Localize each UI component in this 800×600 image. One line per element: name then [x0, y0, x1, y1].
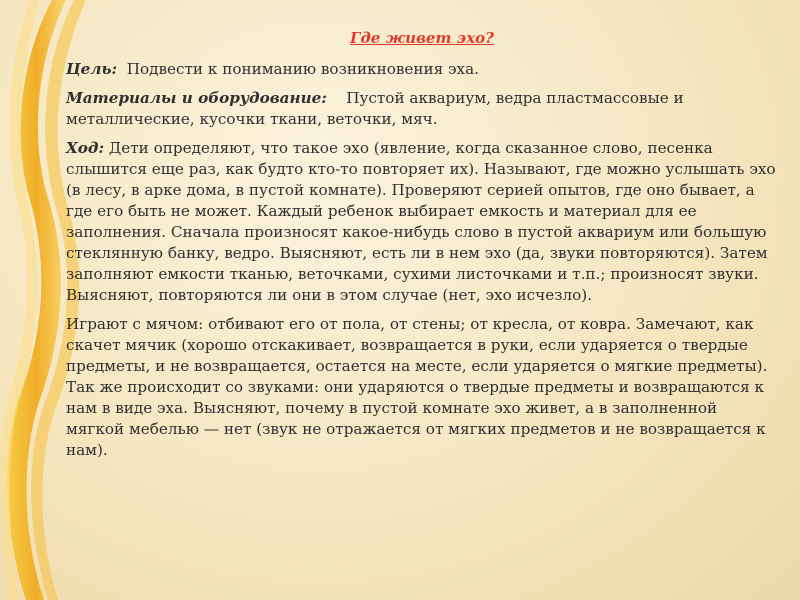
materials-text: Пустой аквариум, ведра пластмассовые и металлические, кусочки ткани, веточки, мяч. — [66, 89, 684, 128]
procedure-text: Дети определяют, что такое эхо (явление, когда сказанное слово, песенка слышится еще раз, как будто кто-то повторяет их). Называют, где можно услышать эхо (в лесу, в арке дома, в пустой комнате). Проверяют серией опытов, где оно бывает, а где его быть не может. Каждый ребенок выбирает емкость и материал для ее заполнения. Сначала произносят какое-нибудь слово в пустой аквариум или большую стеклянную банку, ведро. Выясняют, есть ли в нем эхо (да, звуки повторяются). Затем заполняют емкости тканью, веточками, сухими листочками и т.п.; произносят звуки. Выясняют, повторяются ли они в этом случае (нет, эхо исчезло). — [66, 139, 776, 304]
procedure-paragraph — [66, 138, 778, 306]
slide-content — [66, 28, 778, 469]
goal-paragraph — [66, 59, 778, 80]
materials-label: Материалы и оборудование: — [66, 89, 327, 107]
procedure-label: Ход: — [66, 139, 105, 157]
goal-label: Цель: — [66, 60, 118, 78]
materials-paragraph — [66, 88, 778, 130]
page-title: Где живет эхо? — [350, 29, 494, 47]
goal-text: Подвести к пониманию возникновения эха. — [126, 60, 480, 78]
play-paragraph: Играют с мячом: отбивают его от пола, от стены; от кресла, от ковра. Замечают, как скачет мячик (хорошо отскакивает, возвращается в руки, если ударяется о твердые предметы, и не возвращается, остается на месте, если ударяется о мягкие предметы). Так же происходит со звуками: они ударяются о твердые предметы и возвращаются к нам в виде эха. Выясняют, почему в пустой комнате эхо живет, а в заполненной мягкой мебелью — нет (звук не отражается от мягких предметов и не возвращается к нам). — [66, 315, 768, 459]
